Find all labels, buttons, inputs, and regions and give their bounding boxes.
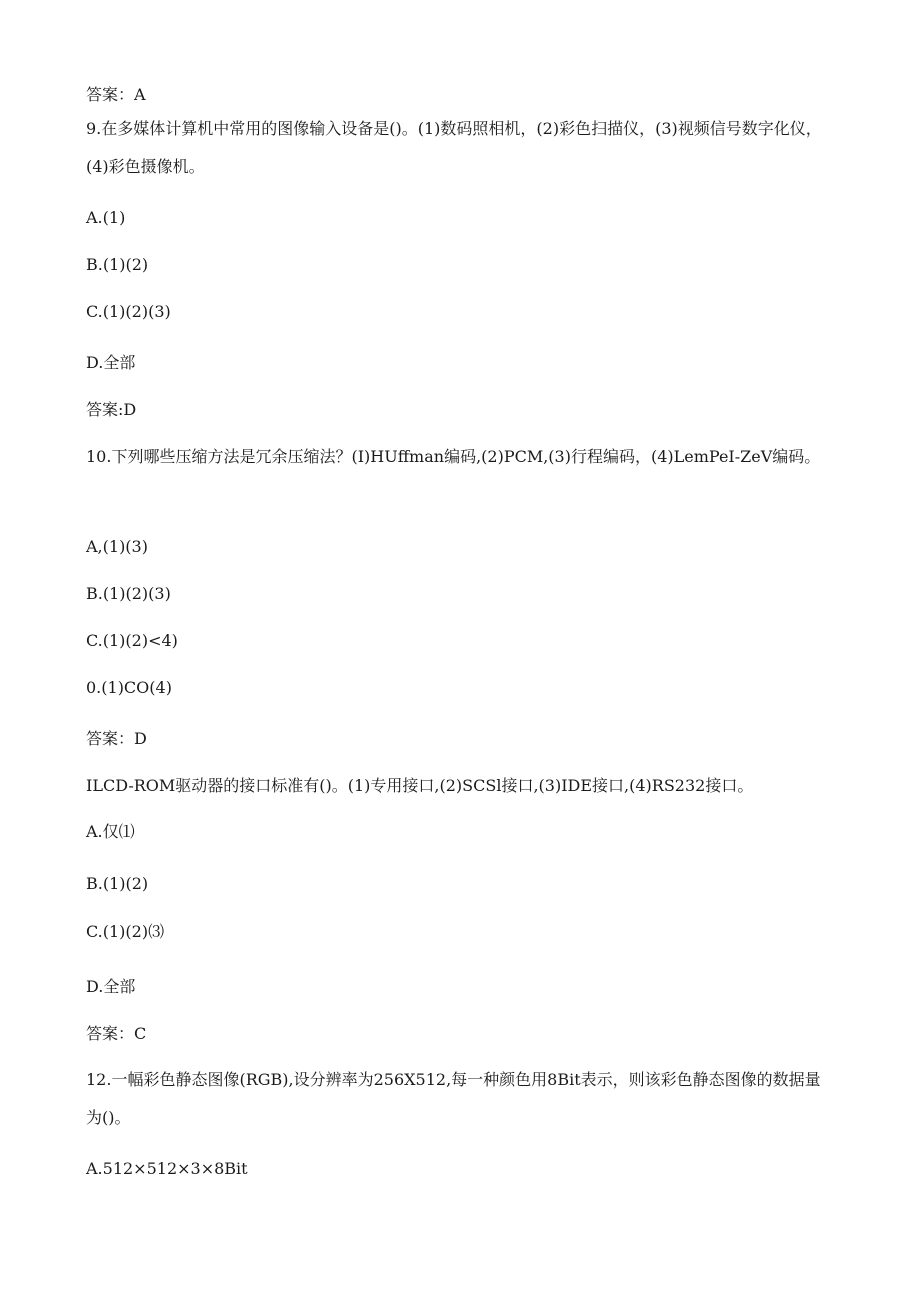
q11-option-c: C.(1)(2)⑶	[86, 922, 165, 941]
q10-option-a: A,(1)(3)	[86, 537, 148, 556]
q11-option-d: D.全部	[86, 977, 136, 996]
answer-9: 答案:D	[86, 400, 137, 419]
q9-option-a: A.(1)	[86, 208, 126, 227]
q11-option-b: B.(1)(2)	[86, 874, 149, 893]
question-12-text: 12.一幅彩色静态图像(RGB),设分辨率为256X512,每一种颜色用8Bit表示，则该彩色静态图像的数据量为()。	[86, 1070, 821, 1127]
q9-option-c: C.(1)(2)(3)	[86, 302, 171, 321]
q12-option-a: A.512×512×3×8Bit	[86, 1159, 248, 1178]
q10-option-b: B.(1)(2)(3)	[86, 584, 171, 603]
question-11-text: ILCD-ROM驱动器的接口标准有()。(1)专用接口,(2)SCSl接口,(3)IDE接口,(4)RS232接口。	[86, 776, 754, 795]
q10-option-c: C.(1)(2)<4)	[86, 631, 178, 650]
question-10-text: 10.下列哪些压缩方法是冗余压缩法？(I)HUffman编码,(2)PCM,(3)行程编码，(4)LemPeI-ZeV编码。	[86, 447, 821, 466]
question-9-text: 9.在多媒体计算机中常用的图像输入设备是()。(1)数码照相机，(2)彩色扫描仪，(3)视频信号数字化仪，(4)彩色摄像机。	[86, 119, 822, 176]
q9-option-b: B.(1)(2)	[86, 255, 149, 274]
answer-10: 答案：D	[86, 729, 147, 748]
q10-option-d: 0.(1)CO(4)	[86, 678, 172, 697]
answer-8: 答案：A	[86, 85, 146, 104]
answer-11: 答案：C	[86, 1024, 147, 1043]
q11-option-a: A.仅⑴	[86, 822, 135, 841]
q9-option-d: D.全部	[86, 353, 136, 372]
